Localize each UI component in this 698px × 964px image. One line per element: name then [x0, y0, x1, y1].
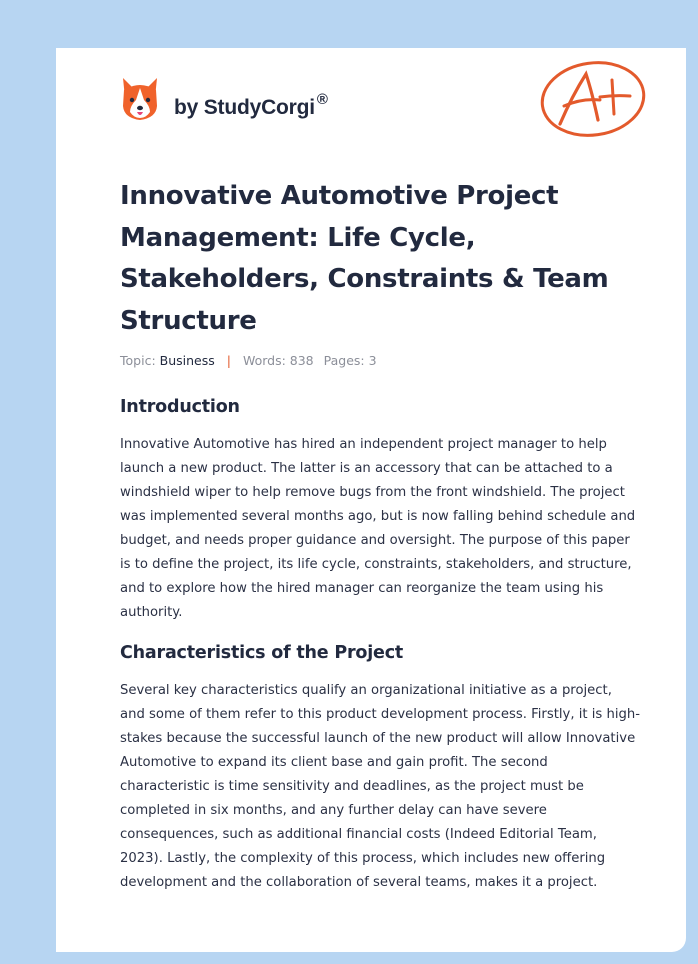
- document-page: [56, 48, 686, 952]
- word-count: Words: 838: [242, 353, 314, 368]
- document-meta: [120, 353, 377, 368]
- section-heading-introduction: Introduction: [120, 397, 240, 417]
- grade-a-plus-icon: [538, 58, 648, 140]
- section-body-characteristics: Several key characteristics qualify an organizational initiative as a project, and some of them refer to this product development process. Firstly, it is high-stakes because the successful launch of the new product will allow Innovative Automotive to expand its client base and gain profit. The second characteristic is time sensitivity and deadlines, as the project must be completed in six months, and any further delay can have severe consequences, such as additional financial costs (Indeed Editorial Team, 2023). Lastly, the complexity of this process, which includes new offering development and the collaboration of several teams, makes it a project.: [120, 683, 641, 890]
- page-title: Innovative Automotive Project Management: Life Cycle, Stakeholders, Constraints & Team Structure: [120, 181, 609, 336]
- topic-label: Topic:: [120, 353, 156, 368]
- meta-separator: |: [226, 353, 231, 368]
- section-heading-characteristics: Characteristics of the Project: [120, 643, 404, 663]
- page-count: Pages: 3: [323, 353, 377, 368]
- corgi-logo-icon: [120, 76, 160, 122]
- brand-name: by StudyCorgi ®: [174, 90, 328, 119]
- brand-header[interactable]: [120, 76, 328, 122]
- section-body-introduction: Innovative Automotive has hired an independent project manager to help launch a new product. The latter is an accessory that can be attached to a windshield wiper to help remove bugs from the front windshield. The project was implemented several months ago, but is now falling behind schedule and budget, and needs proper guidance and oversight. The purpose of this paper is to define the project, its life cycle, constraints, stakeholders, and structure, and to explore how the hired manager can reorganize the team using his authority.: [120, 437, 636, 620]
- topic-value[interactable]: Business: [159, 353, 215, 368]
